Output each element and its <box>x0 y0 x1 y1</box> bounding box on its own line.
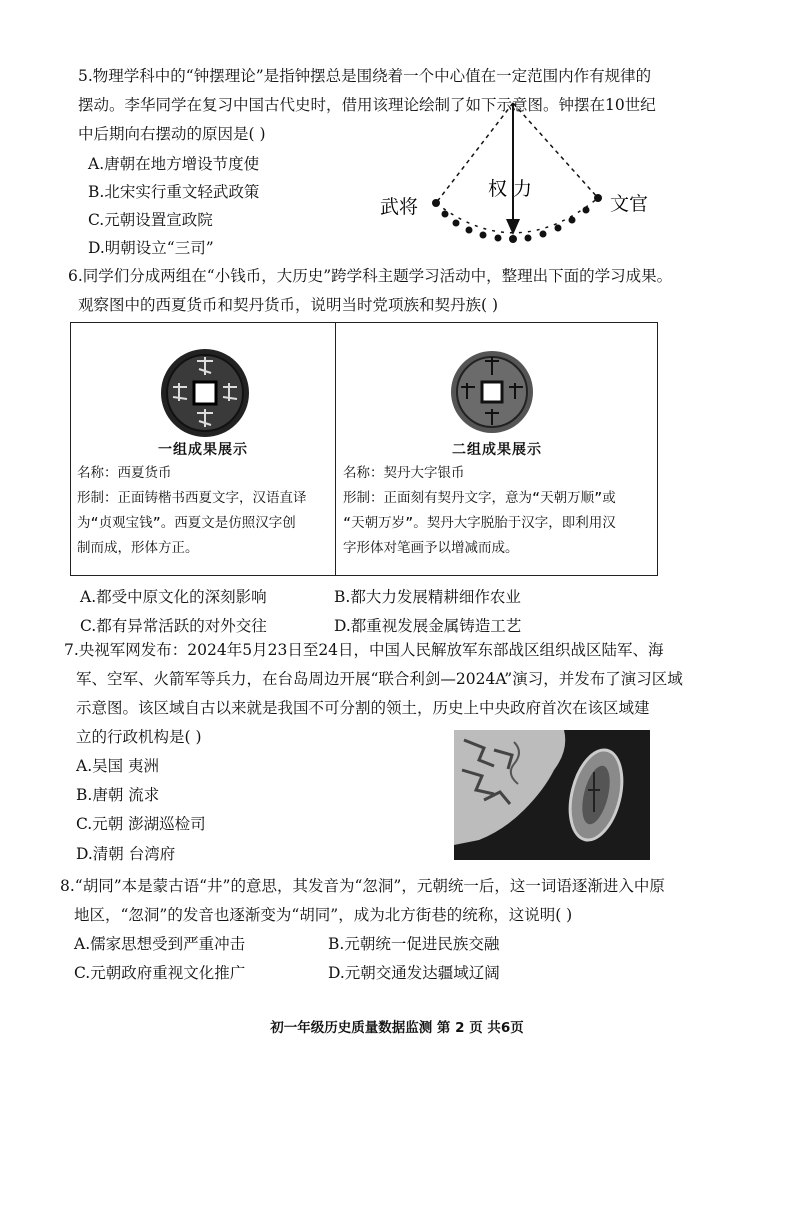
group-1-text <box>77 461 327 561</box>
q5-option-a[interactable]: A.唐朝在地方增设节度使 <box>88 155 260 173</box>
q7-line-3: 示意图。该区域自古以来就是我国不可分割的领土，历史上中央政府首次在该区域建 <box>76 699 650 717</box>
group-2-line-3: “天朝万岁”。契丹大字脱胎于汉字，即利用汉 <box>343 515 616 531</box>
q7-line-4: 立的行政机构是( ) <box>76 728 202 746</box>
diagram-label-center: 权 力 <box>488 178 533 200</box>
question-8 <box>60 872 665 930</box>
q5-option-b[interactable]: B.北宋实行重文轻武政策 <box>88 183 260 201</box>
q7-option-c[interactable]: C.元朝 澎湖巡检司 <box>76 815 206 833</box>
group-2-caption: 二组成果展示 <box>452 442 542 458</box>
q6-line-1: 6.同学们分成两组在“小钱币，大历史”跨学科主题学习活动中，整理出下面的学习成果。 <box>68 267 673 285</box>
q5-line-3: 中后期向右摆动的原因是( ) <box>78 125 266 143</box>
group-1-panel <box>71 323 336 575</box>
q5-option-c[interactable]: C.元朝设置宣政院 <box>88 211 213 229</box>
khitan-coin-image <box>449 349 535 435</box>
group-2-line-1: 名称：契丹大字银币 <box>343 465 465 481</box>
exercise-area-map-image <box>454 730 650 860</box>
q8-option-b[interactable]: B.元朝统一促进民族交融 <box>328 935 500 953</box>
q8-option-d[interactable]: D.元朝交通发达疆域辽阔 <box>328 964 500 982</box>
q8-option-c[interactable]: C.元朝政府重视文化推广 <box>74 964 246 982</box>
q6-option-b[interactable]: B.都大力发展精耕细作农业 <box>334 588 521 606</box>
q5-line-1: 5.物理学科中的“钟摆理论”是指钟摆总是围绕着一个中心值在一定范围内作有规律的 <box>78 67 652 85</box>
q6-option-c[interactable]: C.都有异常活跃的对外交往 <box>80 617 267 635</box>
group-2-line-2: 形制：正面刻有契丹文字，意为“天朝万顺”或 <box>343 490 616 506</box>
group-2-line-4: 字形体对笔画予以增减而成。 <box>343 540 519 556</box>
q7-option-a[interactable]: A.吴国 夷洲 <box>76 757 160 775</box>
q8-line-1: 8.“胡同”本是蒙古语“井”的意思，其发音为“忽洞”，元朝统一后，这一词语逐渐进入中原 <box>60 877 665 895</box>
group-1-line-1: 名称：西夏货币 <box>77 465 172 481</box>
xixia-coin-image <box>159 347 251 439</box>
diagram-label-right: 文官 <box>610 193 649 215</box>
q5-option-d[interactable]: D.明朝设立“三司” <box>88 239 214 257</box>
group-2-text <box>343 461 649 561</box>
group-2-panel <box>337 323 657 575</box>
q8-line-2: 地区，“忽洞”的发音也逐渐变为“胡同”，成为北方街巷的统称，这说明( ) <box>74 906 573 924</box>
group-1-line-3: 为“贞观宝钱”。西夏文是仿照汉字创 <box>77 515 296 531</box>
q7-option-d[interactable]: D.清朝 台湾府 <box>76 845 176 863</box>
q5-line-2: 摆动。李华同学在复习中国古代史时，借用该理论绘制了如下示意图。钟摆在10世纪 <box>78 96 656 114</box>
group-1-caption: 一组成果展示 <box>158 442 248 458</box>
group-1-line-2: 形制：正面铸楷书西夏文字，汉语直译 <box>77 490 307 506</box>
diagram-label-left: 武将 <box>380 196 419 218</box>
q8-option-a[interactable]: A.儒家思想受到严重冲击 <box>74 935 246 953</box>
q6-line-2: 观察图中的西夏货币和契丹货币，说明当时党项族和契丹族( ) <box>78 296 499 314</box>
q6-option-a[interactable]: A.都受中原文化的深刻影响 <box>80 588 267 606</box>
group-1-line-4: 制而成，形体方正。 <box>77 540 199 556</box>
coin-table <box>70 322 658 576</box>
q7-line-1: 7.央视军网发布：2024年5月23日至24日，中国人民解放军东部战区组织战区陆军、海 <box>64 641 664 659</box>
pendulum-diagram <box>370 95 670 255</box>
question-6 <box>68 262 672 320</box>
q6-option-d[interactable]: D.都重视发展金属铸造工艺 <box>334 617 522 635</box>
q7-line-2: 军、空军、火箭军等兵力，在台岛周边开展“联合利剑—2024A”演习，并发布了演习区域 <box>76 670 683 688</box>
page-footer: 初一年级历史质量数据监测 第 2 页 共6页 <box>270 1020 524 1036</box>
q7-option-b[interactable]: B.唐朝 流求 <box>76 786 160 804</box>
